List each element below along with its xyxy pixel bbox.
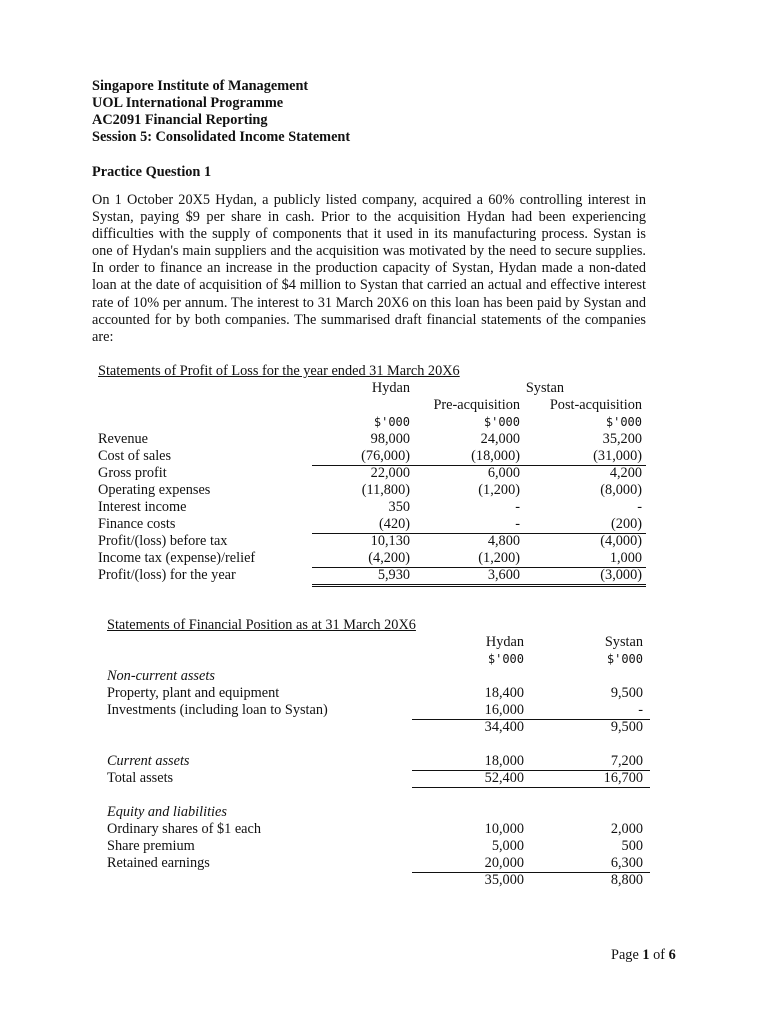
value-hydan: 5,930 <box>377 567 410 583</box>
value-post: 4,200 <box>609 465 642 481</box>
value-systan: 2,000 <box>610 821 643 837</box>
page-total: 6 <box>668 947 676 963</box>
value-post: - <box>637 499 642 515</box>
unit-hydan: $'000 <box>373 415 410 429</box>
total-double-rule-bottom <box>312 586 646 587</box>
table-row <box>107 855 657 872</box>
course-name: AC2091 Financial Reporting <box>92 112 268 128</box>
table-row <box>98 431 658 448</box>
value-hydan: (76,000) <box>361 448 410 464</box>
row-label: Profit/(loss) for the year <box>98 567 236 583</box>
total-rule <box>412 787 650 788</box>
row-label: Share premium <box>107 838 195 854</box>
value-hydan: 22,000 <box>370 465 410 481</box>
value-post: (4,000) <box>600 533 642 549</box>
table-row <box>107 702 657 719</box>
col-header-systan: Systan <box>525 380 564 396</box>
value-systan: 500 <box>621 838 643 854</box>
value-hydan: (11,800) <box>361 482 410 498</box>
table-row-subtotal <box>107 719 657 736</box>
value-pre: (1,200) <box>478 550 520 566</box>
col-header-hydan: Hydan <box>371 380 410 396</box>
value-hydan: 10,000 <box>484 821 524 837</box>
table-row <box>98 533 658 550</box>
value-systan: 9,500 <box>610 685 643 701</box>
section-heading-non-current-assets: Non-current assets <box>107 668 215 684</box>
row-label: Ordinary shares of $1 each <box>107 821 262 837</box>
row-label: Cost of sales <box>98 448 172 464</box>
value-systan: 8,800 <box>610 872 643 888</box>
table-row-subtotal <box>107 872 657 889</box>
question-intro-paragraph: On 1 October 20X5 Hydan, a publicly listed company, acquired a 60% controlling interest in Systan, paying $9 per share in cash. Prior to the acquisition Hydan had been experiencing difficulties with the supply of components that it used in its manufacturing process. Systan is one of Hydan's main suppliers and the acquisition was motivated by the need to secure supplies. In order to finance an increase in the production capacity of Systan, Hydan made a non-dated loan at the date of acquisition of $4 million to Systan that carried an actual and effective interest rate of 10% per annum. The interest to 31 March 20X6 on this loan has been paid by Systan and accounted for by both companies. The summarised draft financial statements of the companies are: <box>92 192 646 345</box>
value-pre: 24,000 <box>480 431 520 447</box>
table-row <box>98 465 658 482</box>
value-hydan: 18,400 <box>484 685 524 701</box>
row-label: Revenue <box>98 431 149 447</box>
value-pre: - <box>515 499 520 515</box>
page-word: Page <box>611 947 639 963</box>
value-hydan: 98,000 <box>370 431 410 447</box>
page-current: 1 <box>642 947 650 963</box>
value-post: (3,000) <box>600 567 642 583</box>
value-pre: (1,200) <box>478 482 520 498</box>
value-post: (8,000) <box>600 482 642 498</box>
document-header <box>92 78 350 146</box>
table-row <box>107 753 657 770</box>
col-header-post-acquisition: Post-acquisition <box>549 397 642 413</box>
value-post: (31,000) <box>593 448 642 464</box>
financial-position-title: Statements of Financial Position as at 31 March 20X6 <box>107 617 416 633</box>
table-row <box>98 516 658 533</box>
unit-pre: $'000 <box>483 415 520 429</box>
value-hydan: 16,000 <box>484 702 524 718</box>
value-systan: 6,300 <box>610 855 643 871</box>
table-row <box>98 448 658 465</box>
row-label: Retained earnings <box>107 855 210 871</box>
value-systan: - <box>638 702 643 718</box>
value-hydan: 18,000 <box>484 753 524 769</box>
session-title: Session 5: Consolidated Income Statement <box>92 129 351 145</box>
of-word: of <box>653 947 666 963</box>
table-row <box>98 550 658 567</box>
col-header-systan: Systan <box>604 634 643 650</box>
value-hydan: 52,400 <box>484 770 524 786</box>
value-hydan: 34,400 <box>484 719 524 735</box>
value-pre: (18,000) <box>471 448 520 464</box>
question-title: Practice Question 1 <box>92 164 212 180</box>
value-hydan: 350 <box>388 499 410 515</box>
value-hydan: 20,000 <box>484 855 524 871</box>
value-post: (200) <box>611 516 642 532</box>
section-heading-current-assets: Current assets <box>107 753 190 769</box>
value-systan: 7,200 <box>610 753 643 769</box>
programme-name: UOL International Programme <box>92 95 284 111</box>
page-number <box>611 947 676 964</box>
value-hydan: (420) <box>379 516 410 532</box>
value-hydan: (4,200) <box>368 550 410 566</box>
unit-hydan: $'000 <box>487 652 524 666</box>
row-label: Interest income <box>98 499 187 515</box>
value-hydan: 10,130 <box>370 533 410 549</box>
value-systan: 9,500 <box>610 719 643 735</box>
value-pre: 4,800 <box>487 533 520 549</box>
financial-position-unit-row <box>107 651 657 668</box>
row-label: Operating expenses <box>98 482 211 498</box>
row-label: Property, plant and equipment <box>107 685 280 701</box>
value-pre: 3,600 <box>487 567 520 583</box>
institution-name: Singapore Institute of Management <box>92 78 309 94</box>
profit-loss-header-row-1 <box>98 380 658 397</box>
row-label: Total assets <box>107 770 174 786</box>
table-row <box>107 685 657 702</box>
unit-systan: $'000 <box>606 652 643 666</box>
row-label: Finance costs <box>98 516 176 532</box>
profit-loss-title: Statements of Profit of Loss for the year ended 31 March 20X6 <box>98 363 460 379</box>
value-pre: 6,000 <box>487 465 520 481</box>
value-systan: 16,700 <box>603 770 643 786</box>
profit-loss-unit-row <box>98 414 658 431</box>
row-label: Income tax (expense)/relief <box>98 550 256 566</box>
table-row <box>107 770 657 787</box>
total-double-rule-top <box>312 584 646 585</box>
row-label: Investments (including loan to Systan) <box>107 702 328 718</box>
value-post: 35,200 <box>602 431 642 447</box>
col-header-pre-acquisition: Pre-acquisition <box>433 397 520 413</box>
value-hydan: 35,000 <box>484 872 524 888</box>
table-row <box>98 499 658 516</box>
profit-loss-header-row-2 <box>98 397 658 414</box>
financial-position-statement <box>107 617 657 897</box>
col-header-hydan: Hydan <box>485 634 524 650</box>
value-pre: - <box>515 516 520 532</box>
value-hydan: 5,000 <box>491 838 524 854</box>
row-label: Gross profit <box>98 465 167 481</box>
profit-loss-statement <box>98 363 658 593</box>
row-label: Profit/(loss) before tax <box>98 533 228 549</box>
table-row <box>107 821 657 838</box>
table-row <box>107 838 657 855</box>
unit-post: $'000 <box>605 415 642 429</box>
table-row <box>98 482 658 499</box>
financial-position-header-row <box>107 634 657 651</box>
section-heading-equity-liabilities: Equity and liabilities <box>107 804 227 820</box>
value-post: 1,000 <box>609 550 642 566</box>
table-row <box>98 567 658 584</box>
